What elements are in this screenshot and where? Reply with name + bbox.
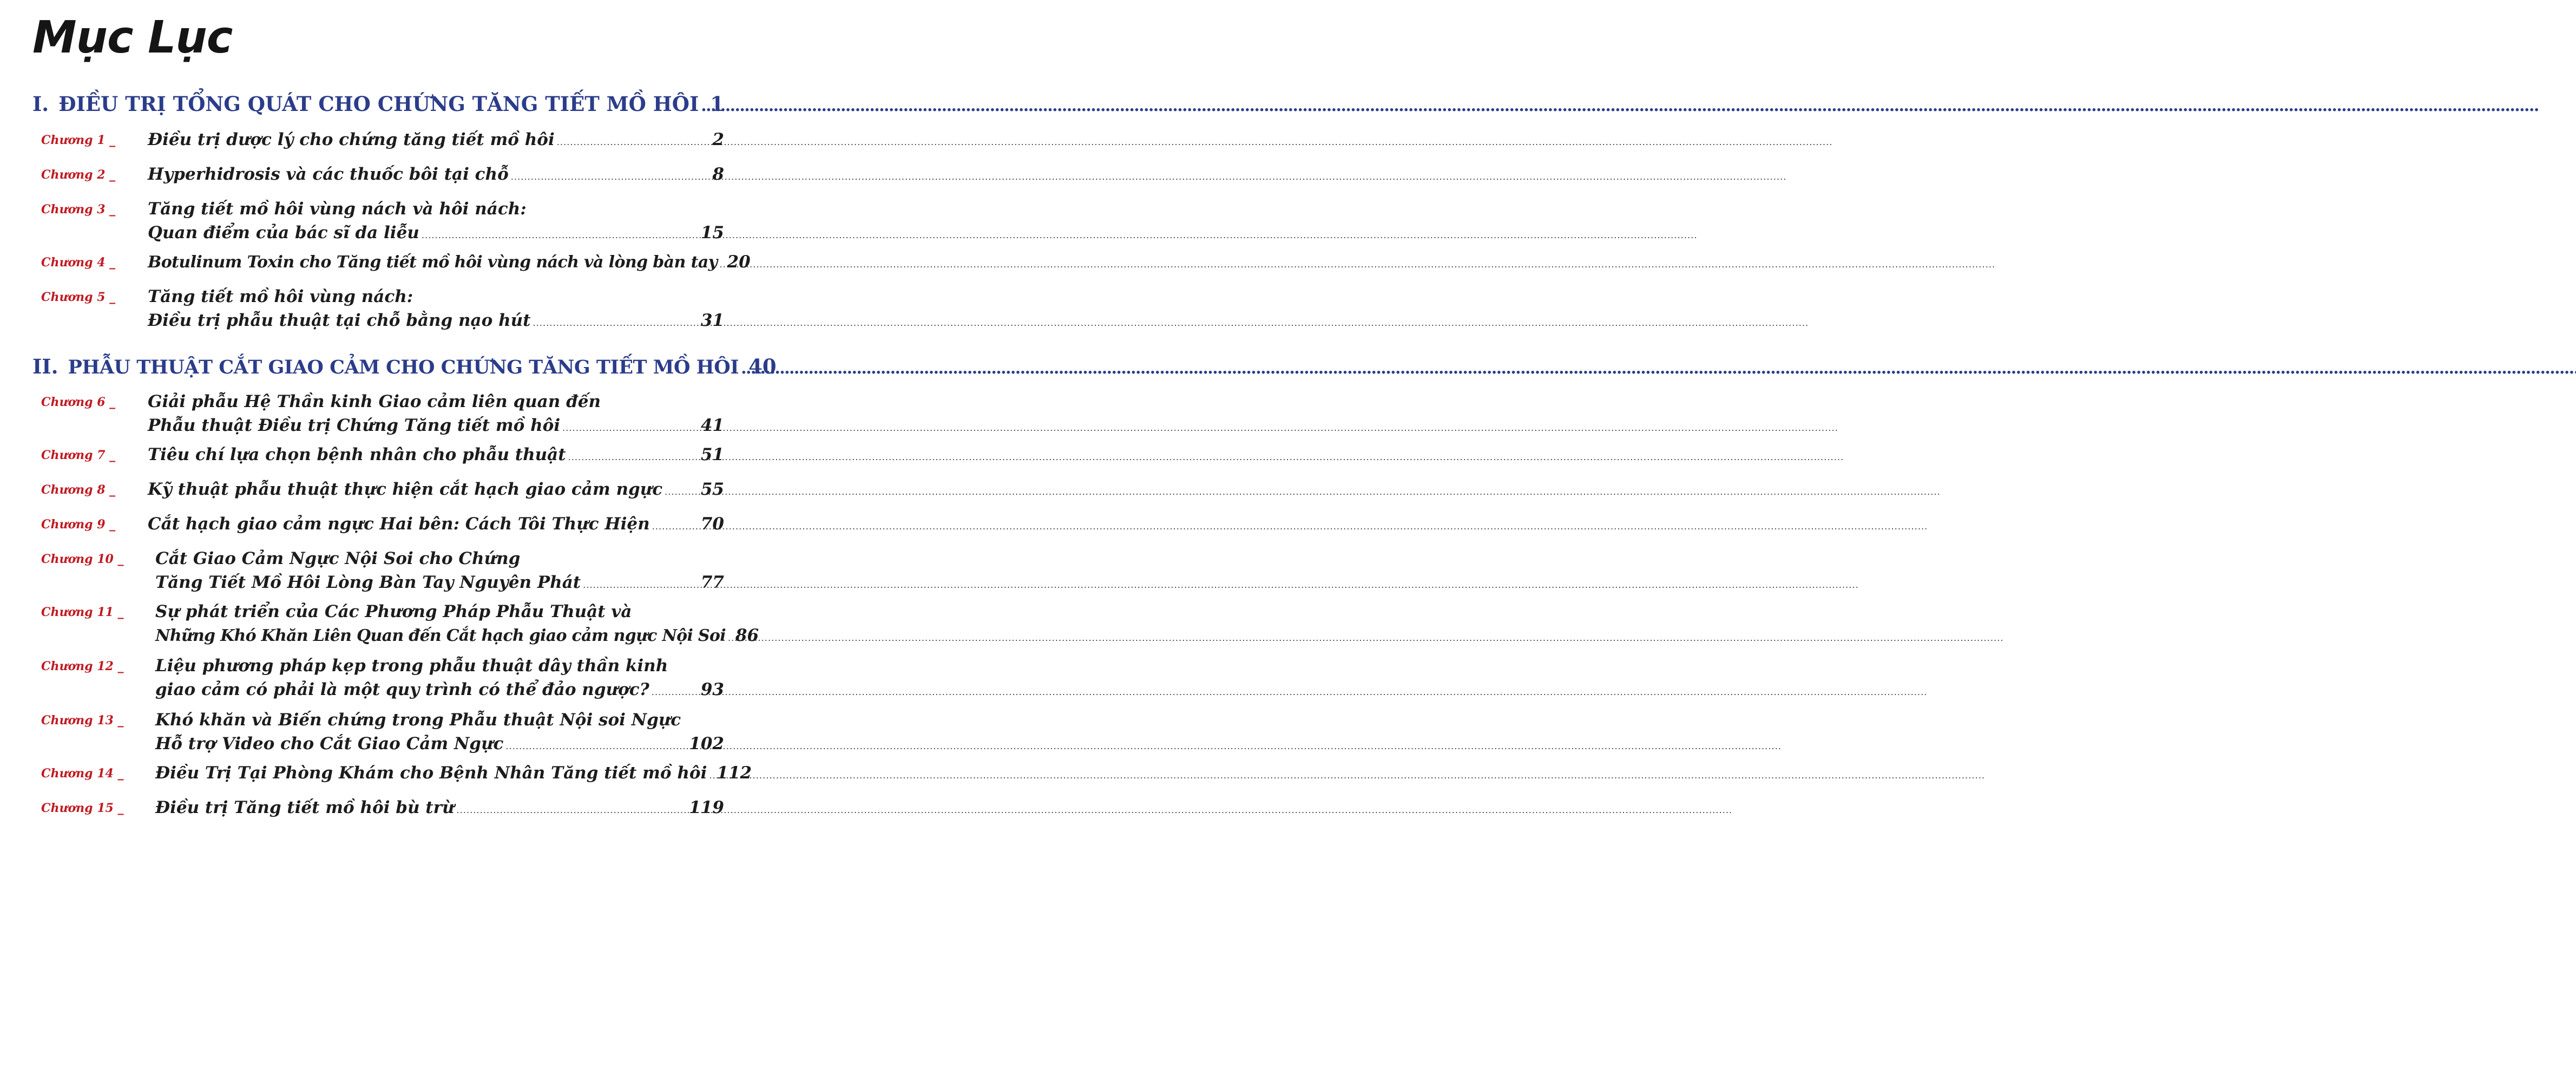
toc-page [0,0,777,1068]
dot-leader [562,416,699,440]
chapter-title-line-2: Quan điểm của bác sĩ da liễu [148,223,419,243]
part-title: ĐIỀU TRỊ TỔNG QUÁT CHO CHỨNG TĂNG TIẾT MỒ HÔI [58,92,699,116]
chapter-title: Điều trị dược lý cho chứng tăng tiết mồ hôi [148,130,555,149]
page-number: 8 [712,165,724,184]
chapter-title-line-1: Tăng tiết mồ hôi vùng nách: [148,287,413,306]
part-number: II. [32,355,58,378]
page-number: 86 [735,626,759,645]
toc-entry-chapter-9[interactable] [41,512,724,539]
page-number: 77 [700,573,724,592]
chapter-title-line-1: Giải phẫu Hệ Thần kinh Giao cảm liên quan đến [148,392,601,411]
toc-entry-chapter-7[interactable] [41,443,724,469]
part-title: PHẪU THUẬT CẮT GIAO CẢM CHO CHỨNG TĂNG TIẾT MỒ HÔI [68,356,739,378]
chapter-title: Điều trị Tăng tiết mồ hôi bù trừ [155,798,455,817]
dot-leader [568,445,699,469]
page-number: 93 [700,680,724,699]
chapter-title: Kỹ thuật phẫu thuật thực hiện cắt hạch giao cảm ngực [148,480,663,499]
chapter-title-line-2: giao cảm có phải là một quy trình có thể đảo ngược? [155,680,649,699]
page-number: 51 [700,445,724,464]
chapter-label: Chương 3 _ [41,202,116,217]
page-number: 70 [700,514,724,534]
chapter-label: Chương 15 _ [41,801,124,815]
dot-leader [728,626,733,650]
dot-leader [511,165,711,189]
dot-leader [505,735,687,758]
dot-leader [709,764,714,788]
page-title: Mục Lục [32,12,233,63]
dot-leader [741,359,746,378]
chapter-label: Chương 8 _ [41,483,116,497]
chapter-label: Chương 5 _ [41,290,116,304]
dot-leader [457,798,687,822]
page-number: 119 [689,798,724,817]
chapter-label: Chương 7 _ [41,448,116,462]
dot-leader [652,515,699,539]
part-1-heading[interactable] [32,92,724,116]
page-number: 55 [700,480,724,499]
toc-entry-chapter-8[interactable] [41,477,724,504]
dot-leader [557,130,711,154]
toc-entry-chapter-6[interactable] [41,390,724,440]
toc-entry-chapter-15[interactable] [41,796,724,822]
page-number: 15 [700,223,724,243]
dot-leader [422,224,699,247]
page-number: 40 [748,355,777,378]
toc-entry-chapter-10[interactable] [41,547,724,597]
chapter-title-line-2: Hỗ trợ Video cho Cắt Giao Cảm Ngực [155,734,504,754]
toc-entry-chapter-4[interactable] [41,250,751,277]
chapter-label: Chương 14 _ [41,766,124,781]
chapter-label: Chương 2 _ [41,168,116,182]
toc-entry-chapter-14[interactable] [41,761,752,788]
page-number: 102 [689,734,724,754]
chapter-title-line-2: Phẫu thuật Điều trị Chứng Tăng tiết mồ hôi [148,416,561,435]
toc-entry-chapter-5[interactable] [41,285,724,335]
chapter-title: Cắt hạch giao cảm ngực Hai bên: Cách Tôi Thực Hiện [148,514,650,534]
page-number: 112 [717,763,752,783]
part-number: I. [32,92,49,116]
page-number: 41 [700,416,724,435]
chapter-title: Botulinum Toxin cho Tăng tiết mồ hôi vùng nách và lòng bàn tay [148,253,718,272]
toc-entry-chapter-12[interactable] [41,654,724,704]
part-2-heading[interactable] [32,355,777,378]
chapter-title: Hyperhidrosis và các thuốc bôi tại chỗ [148,165,509,184]
chapter-title-line-1: Tăng tiết mồ hôi vùng nách và hôi nách: [148,199,527,219]
chapter-title-line-2: Tăng Tiết Mồ Hôi Lòng Bàn Tay Nguyên Phát [155,573,581,592]
toc-entry-chapter-1[interactable] [41,128,724,154]
chapter-label: Chương 12 _ [41,659,124,673]
chapter-title-line-1: Liệu phương pháp kẹp trong phẫu thuật dây thần kinh [155,656,668,676]
chapter-label: Chương 11 _ [41,605,124,619]
toc-entry-chapter-3[interactable] [41,197,724,247]
page-number: 31 [700,311,724,330]
page-number: 1 [710,92,724,116]
toc-entry-chapter-11[interactable] [41,600,759,650]
chapter-title-line-1: Cắt Giao Cảm Ngực Nội Soi cho Chứng [155,549,521,568]
dot-leader [652,680,699,704]
dot-leader [665,480,699,504]
toc-entry-chapter-13[interactable] [41,708,724,758]
chapter-label: Chương 4 _ [41,255,116,270]
chapter-title-line-2: Những Khó Khăn Liên Quan đến Cắt hạch giao cảm ngực Nội Soi [155,626,726,645]
page-number: 20 [727,252,751,272]
chapter-label: Chương 10 _ [41,552,124,566]
page-number: 2 [712,130,724,149]
chapter-label: Chương 1 _ [41,133,116,147]
dot-leader [583,573,699,597]
chapter-title: Tiêu chí lựa chọn bệnh nhân cho phẫu thuật [148,445,566,464]
chapter-title: Điều Trị Tại Phòng Khám cho Bệnh Nhân Tăng tiết mồ hôi [155,763,707,783]
chapter-label: Chương 6 _ [41,395,116,409]
chapter-title-line-2: Điều trị phẫu thuật tại chỗ bằng nạo hút [148,311,531,330]
toc-entry-chapter-2[interactable] [41,162,724,189]
chapter-label: Chương 9 _ [41,517,116,532]
dot-leader [533,311,699,335]
chapter-title-line-1: Khó khăn và Biến chứng trong Phẫu thuật Nội soi Ngực [155,710,681,730]
chapter-title-line-1: Sự phát triển của Các Phương Pháp Phẫu Thuật và [155,602,632,621]
dot-leader [701,96,708,115]
chapter-label: Chương 13 _ [41,713,124,728]
dot-leader [720,253,725,277]
